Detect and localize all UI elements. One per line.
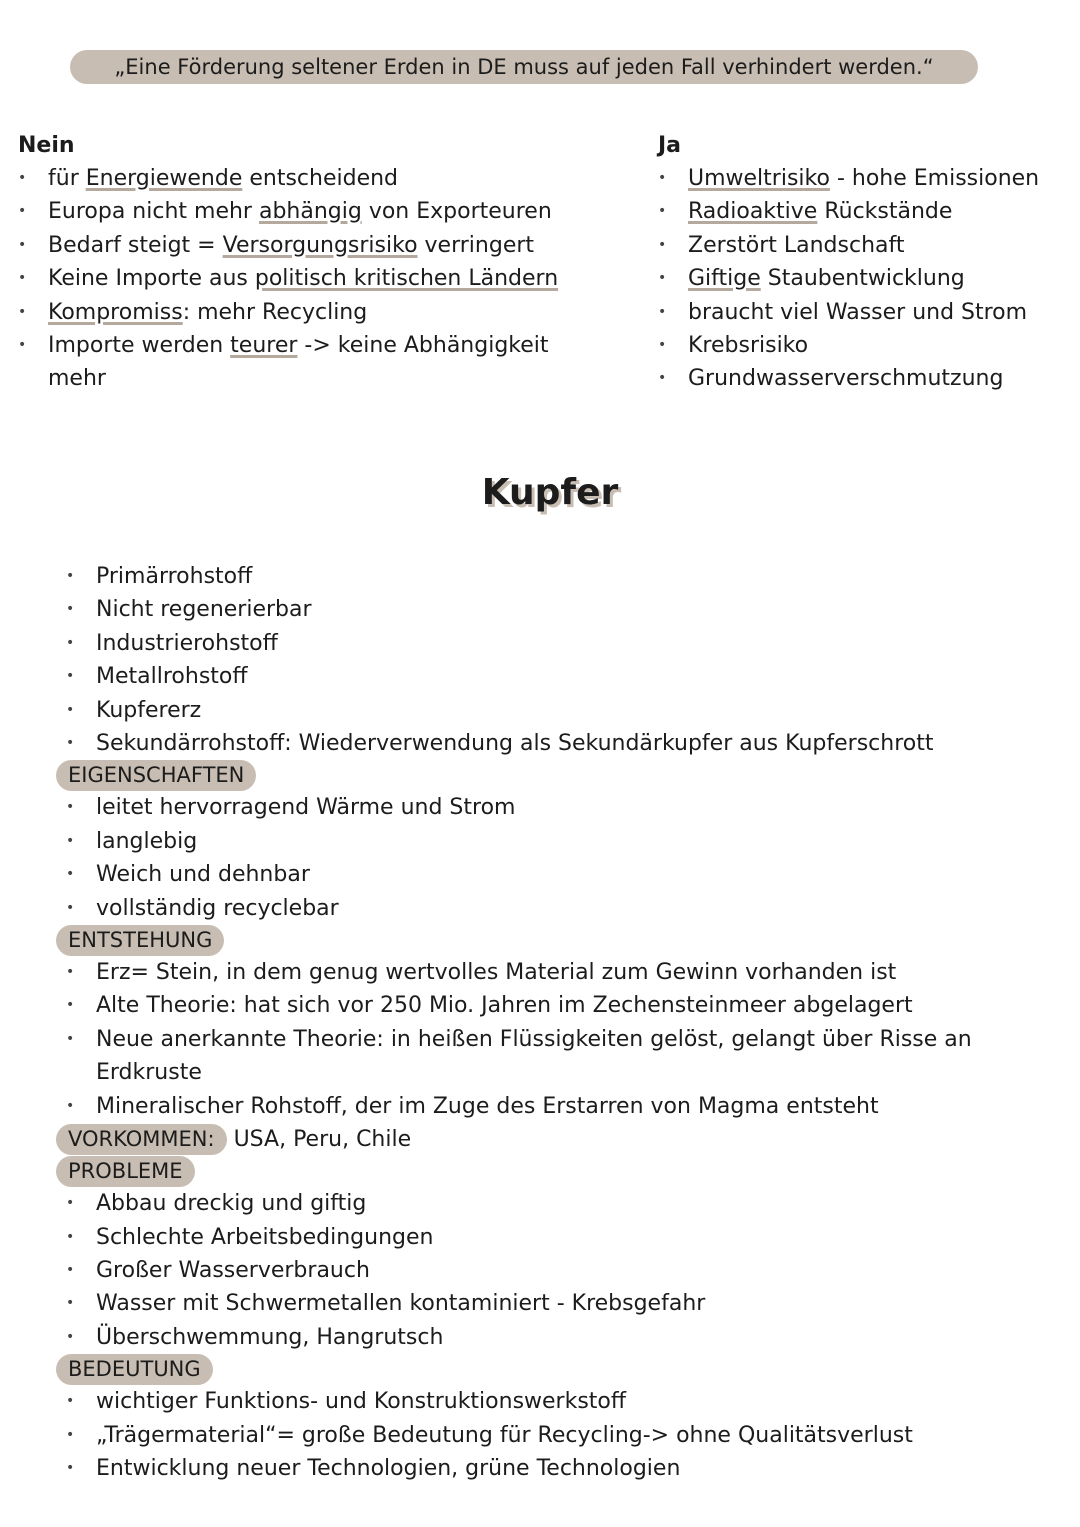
- list-item: • Industrierohstoff: [56, 627, 1056, 660]
- list-item: • „Trägermaterial“= große Bedeutung für Recycling-> ohne Qualitätsverlust: [56, 1419, 1056, 1452]
- list-item: • Schlechte Arbeitsbedingungen: [56, 1221, 1056, 1254]
- list-item: • Erz= Stein, in dem genug wertvolles Material zum Gewinn vorhanden ist: [56, 956, 1016, 989]
- bedeutung-label: BEDEUTUNG: [56, 1354, 213, 1385]
- nein-heading: Nein: [18, 133, 75, 158]
- vorkommen-row: [56, 1123, 1056, 1156]
- ja-column: [658, 130, 1068, 396]
- list-item: • Importe werden teurer -> keine Abhängigkeit mehr: [18, 329, 568, 396]
- list-item: • Wasser mit Schwermetallen kontaminiert - Krebsgefahr: [56, 1287, 1056, 1320]
- list-item: • Krebsrisiko: [658, 329, 1068, 362]
- eigenschaften-label: EIGENSCHAFTEN: [56, 760, 256, 791]
- ja-heading: Ja: [658, 133, 682, 158]
- vorkommen-text: USA, Peru, Chile: [233, 1127, 412, 1153]
- list-item: • Kompromiss: mehr Recycling: [18, 296, 578, 329]
- list-item: • Umweltrisiko - hohe Emissionen: [658, 162, 1068, 195]
- list-item: • langlebig: [56, 825, 1056, 858]
- list-item: • Keine Importe aus politisch kritischen Ländern: [18, 262, 578, 295]
- list-item: • Alte Theorie: hat sich vor 250 Mio. Jahren im Zechensteinmeer abgelagert: [56, 989, 1016, 1022]
- list-item: • Bedarf steigt = Versorgungsrisiko verringert: [18, 229, 578, 262]
- probleme-label: PROBLEME: [56, 1156, 195, 1187]
- list-item: • leitet hervorragend Wärme und Strom: [56, 791, 1056, 824]
- list-item: • Grundwasserverschmutzung: [658, 362, 1068, 395]
- entstehung-list: [56, 956, 1016, 1123]
- list-item: • für Energiewende entscheidend: [18, 162, 578, 195]
- bedeutung-list: [56, 1385, 1056, 1485]
- list-item: • Primärrohstoff: [56, 560, 1056, 593]
- nein-column: [18, 130, 618, 396]
- list-item: • Nicht regenerierbar: [56, 593, 1056, 626]
- list-item: • vollständig recyclebar: [56, 892, 1056, 925]
- list-item: • Europa nicht mehr abhängig von Exporteuren: [18, 195, 578, 228]
- entstehung-label: ENTSTEHUNG: [56, 925, 224, 956]
- list-item: • Neue anerkannte Theorie: in heißen Flüssigkeiten gelöst, gelangt über Risse an Erdkruste: [56, 1023, 996, 1090]
- intro-list: [56, 560, 1056, 760]
- list-item: • braucht viel Wasser und Strom: [658, 296, 1068, 329]
- list-item: • Giftige Staubentwicklung: [658, 262, 1068, 295]
- list-item: • Zerstört Landschaft: [658, 229, 1068, 262]
- list-item: • Sekundärrohstoff: Wiederverwendung als Sekundärkupfer aus Kupferschrott: [56, 727, 1056, 760]
- page-title: Kupfer: [481, 472, 619, 513]
- vorkommen-label: VORKOMMEN:: [56, 1124, 227, 1155]
- ja-list: [658, 162, 1068, 396]
- list-item: • Weich und dehnbar: [56, 858, 1056, 891]
- list-item: • Überschwemmung, Hangrutsch: [56, 1321, 1056, 1354]
- list-item: • Mineralischer Rohstoff, der im Zuge des Erstarren von Magma entsteht: [56, 1090, 1016, 1123]
- quote-banner: „Eine Förderung seltener Erden in DE muss auf jeden Fall verhindert werden.“: [70, 50, 978, 84]
- list-item: • Entwicklung neuer Technologien, grüne Technologien: [56, 1452, 1056, 1485]
- nein-list: [18, 162, 578, 396]
- list-item: • Großer Wasserverbrauch: [56, 1254, 1056, 1287]
- eigenschaften-list: [56, 791, 1056, 925]
- list-item: • Kupfererz: [56, 694, 1056, 727]
- list-item: • Radioaktive Rückstände: [658, 195, 1068, 228]
- list-item: • Metallrohstoff: [56, 660, 1056, 693]
- list-item: • wichtiger Funktions- und Konstruktionswerkstoff: [56, 1385, 1056, 1418]
- list-item: • Abbau dreckig und giftig: [56, 1187, 1056, 1220]
- kupfer-content: [56, 560, 1056, 1485]
- probleme-list: [56, 1187, 1056, 1354]
